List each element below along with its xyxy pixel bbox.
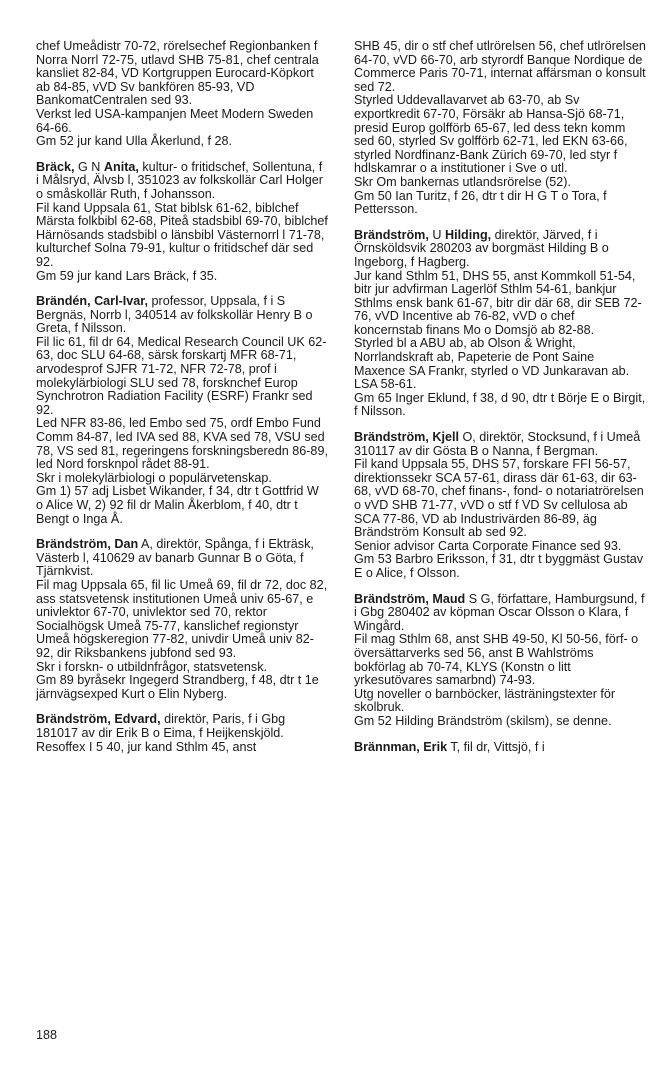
entry-paragraph: Fil kand Uppsala 61, Stat biblsk 61-62, biblchef Märsta folkbibl 62-68, Piteå stadsbibl 69-70, biblchef Härnösands stadsbibl o länsbibl Västernorrl l 71-78, kulturchef Solna 79-91, kultur o fritidschef där sed 92. <box>36 200 328 269</box>
biography-entry <box>354 593 646 729</box>
entry-name: Bräck, <box>36 159 75 174</box>
entry-name: Brändström, Maud <box>354 591 466 606</box>
biography-entry <box>354 741 646 755</box>
entry-initials: U <box>428 227 445 242</box>
entry-paragraph: Gm 1) 57 adj Lisbet Wikander, f 34, dtr t Gottfrid W o Alice W, 2) 92 fil dr Malin Åkerblom, f 40, dtr t Bengt o Inga Å. <box>36 484 319 526</box>
entry-intro: professor, Uppsala, f i S Bergnäs, Norrb l, 340514 av folkskollär Henry B o Greta, f Nilsson. <box>36 294 313 336</box>
entry-paragraph: Resoffex I 5 40, jur kand Sthlm 45, anst <box>36 739 257 754</box>
entry-paragraph: Skr Om bankernas utlandsrörelse (52). <box>354 174 571 189</box>
entry-paragraph: Fil mag Sthlm 68, anst SHB 49-50, Kl 50-56, förf- o översättarverks sed 56, anst B Wahlströms bokförlag ab 70-74, KLYS (Konstn o litt yrkesutövares samarbnd) 74-93. <box>354 632 639 688</box>
entry-paragraph: Senior advisor Carta Corporate Finance sed 93. <box>354 538 622 553</box>
biography-entry <box>36 295 328 526</box>
entry-intro: direktör, Järved, f i Örnsköldsvik 280203 av borgmäst Hilding B o Ingeborg, f Hagberg. <box>354 227 609 269</box>
entry-heading <box>354 593 646 634</box>
entry-intro: kultur- o fritidschef, Sollentuna, f i Målsryd, Älvsb l, 351023 av folkskollär Carl Holger o småskollär Ruth, f Johansson. <box>36 159 323 201</box>
entry-intro: S G, författare, Hamburgsund, f i Gbg 280402 av köpman Oscar Olsson o Klara, f Wingård. <box>354 591 645 633</box>
entry-heading <box>354 431 646 458</box>
entry-paragraph: SHB 45, dir o stf chef utlrörelsen 56, chef utlrörelsen 64-70, vVD 66-70, arb styrordf Banque Nordique de Commerce Paris 70-71, internat affärsman o konsult sed 72. <box>354 39 646 94</box>
entry-paragraph: Jur kand Sthlm 51, DHS 55, anst Kommkoll 51-54, bitr jur advfirman Lagerlöf Sthlm 54-61, bankjur Sthlms ensk bank 61-67, bitr dir där 68, dir SEB 72-76, vVD Incentive ab 76-82, vVD o chef koncernstab finans Mo o Domsjö ab 82-88. <box>354 268 642 337</box>
left-column <box>36 40 328 766</box>
entry-name: Brändström, Kjell <box>354 430 459 445</box>
biography-entry <box>36 161 328 283</box>
biography-entry <box>36 713 328 754</box>
entry-intro: direktör, Paris, f i Gbg 181017 av dir Erik B o Eima, f Heijkenskjöld. <box>36 712 286 740</box>
entry-intro: A, direktör, Spånga, f i Ekträsk, Västerb l, 410629 av banarb Gunnar B o Göta, f Tjärnkvist. <box>36 537 314 579</box>
entry-paragraph: chef Umeådistr 70-72, rörelsechef Regionbanken f Norra Norrl 72-75, utlavd SHB 75-81, chef centrala kansliet 82-84, VD Kortgruppen Eurocard-Köpkort ab 84-85, vVD Sv bankfören 85-93, VD BankomatCentralen sed 93. <box>36 39 319 108</box>
entry-name: Brändström, <box>354 227 429 242</box>
entry-initials: G N <box>74 159 104 174</box>
entry-name: Brändström, Edvard, <box>36 712 161 727</box>
entry-paragraph: LSA 58-61. <box>354 377 417 392</box>
entry-intro: T, fil dr, Vittsjö, f i <box>447 739 545 754</box>
entry-given-name: Hilding, <box>444 227 492 242</box>
biography-entry <box>354 40 646 217</box>
entry-paragraph: Gm 50 Ian Turitz, f 26, dtr t dir H G T o Tora, f Pettersson. <box>354 188 607 217</box>
biography-entry <box>354 229 646 419</box>
entry-name: Brännman, Erik <box>354 739 448 754</box>
entry-heading <box>36 713 328 740</box>
entry-paragraph: Gm 89 byråsekr Ingegerd Strandberg, f 48, dtr t 1e järnvägsexped Kurt o Elin Nyberg. <box>36 673 319 701</box>
entry-paragraph: Verkst led USA-kampanjen Meet Modern Sweden 64-66. <box>36 106 314 135</box>
right-column <box>354 40 646 766</box>
entry-paragraph: Fil mag Uppsala 65, fil lic Umeå 69, fil dr 72, doc 82, ass statsvetensk institutionen Umeå univ 65-67, e univlektor 67-70, univlektor sed 70, rektor Socialhögsk Umeå 75-77, kanslichef regionstyr Umeå högskeregion 77-82, univdir Umeå univ 82-92, dir Riksbankens jubfond sed 93. <box>36 577 328 660</box>
entry-paragraph: Fil kand Uppsala 55, DHS 57, forskare FFI 56-57, direktionssekr SCA 57-61, dirass där 61-63, dir 63-68, vVD 68-70, chef finans-, fond- o notariatrörelsen o vVD SHB 71-77, vVD o stf f VD Sv cellulosa ab SCA 77-86, VD ab Industrivärden 86-89, äg Brändström Konsult ab sed 92. <box>354 457 644 540</box>
entry-heading <box>354 229 646 270</box>
entry-paragraph: Skr i molekylärbiologi o populärvetenskap. <box>36 470 272 485</box>
entry-paragraph: Styrled Uddevallavarvet ab 63-70, ab Sv exportkredit 67-70, Försäkr ab Hansa-Sjö 68-71, presid Europ golfförb 65-67, led dess tekn komm sed 60, styrled Sv golfförb 62-71, led EKN 63-66, styrled Nordfinanz-Bank Zürich 69-70, led styr f hdlskamrar o a institutioner i Sve o utl. <box>354 93 628 176</box>
entry-paragraph: Gm 59 jur kand Lars Bräck, f 35. <box>36 268 218 283</box>
entry-paragraph: Gm 52 jur kand Ulla Åkerlund, f 28. <box>36 134 232 149</box>
entry-name: Brändén, Carl-Ivar, <box>36 294 148 309</box>
entry-name: Brändström, Dan <box>36 537 139 552</box>
entry-heading <box>36 295 328 336</box>
entry-paragraph: Gm 65 Inger Eklund, f 38, d 90, dtr t Börje E o Birgit, f Nilsson. <box>354 390 646 419</box>
biography-entry <box>36 538 328 701</box>
entry-paragraph: Gm 53 Barbro Eriksson, f 31, dtr t byggmäst Gustav E o Alice, f Olsson. <box>354 552 644 580</box>
biography-entry <box>354 431 646 581</box>
entry-paragraph: Gm 52 Hilding Brändström (skilsm), se denne. <box>354 713 612 728</box>
entry-paragraph: Led NFR 83-86, led Embo sed 75, ordf Embo Fund Comm 84-87, led IVA sed 88, KVA sed 78, VSU sed 78, VS sed 81, regeringens forskningsberedn 86-89, led Nord forsknpol rådet 88-91. <box>36 416 328 472</box>
page-number: 188 <box>36 1028 58 1042</box>
entry-intro: O, direktör, Stocksund, f i Umeå 310117 av dir Gösta B o Nanna, f Bergman. <box>354 430 641 458</box>
entry-paragraph: Utg noveller o barnböcker, lästräningstexter för skolbruk. <box>354 686 616 715</box>
entry-heading <box>354 741 646 755</box>
entry-paragraph: Styrled bl a ABU ab, ab Olson & Wright, Norrlandskraft ab, Papeterie de Pont Saine Maxence SA Frankr, styrled o VD Junkaravan ab. <box>354 336 630 378</box>
entry-paragraph: Skr i forskn- o utbildnfrågor, statsvetensk. <box>36 659 267 674</box>
entry-heading <box>36 161 328 202</box>
entry-paragraph: Fil lic 61, fil dr 64, Medical Research Council UK 62-63, doc SLU 64-68, särsk forskartj MFR 68-71, arvodesprof SJFR 71-72, NFR 72-78, prof i molekylärbiologi SLU sed 78, forsknchef Europ Synchrotron Radiation Facility (ESRF) Frankr sed 92. <box>36 334 327 417</box>
entry-heading <box>36 538 328 579</box>
biography-entry <box>36 40 328 149</box>
entry-given-name: Anita, <box>103 159 139 174</box>
